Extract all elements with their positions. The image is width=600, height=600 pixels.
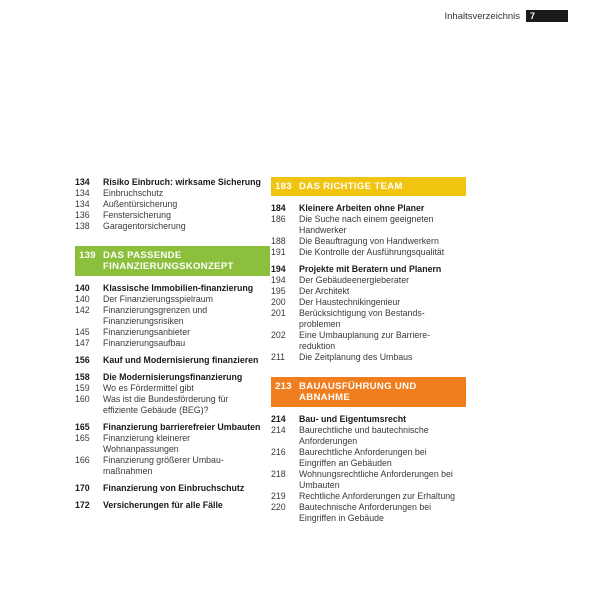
toc-entry-title: Der Gebäudeenergieberater: [299, 275, 410, 285]
toc-page-number: 188: [271, 236, 286, 246]
toc-entry-title: Was ist die Bundesförderung für effiziente Gebäude (BEG)?: [103, 394, 229, 415]
toc-entry-title: Der Finanzierungsspielraum: [103, 294, 214, 304]
toc-entry-title: Die Suche nach einem geeigneten Handwerker: [299, 214, 434, 235]
toc-entry[interactable]: [271, 203, 466, 214]
toc-entry[interactable]: [75, 355, 270, 366]
toc-entry-title: Bautechnische Anforderungen bei Eingriffen in Gebäude: [299, 502, 432, 523]
toc-page-number: 194: [271, 264, 286, 274]
toc-entry-title: Rechtliche Anforderungen zur Erhaltung: [299, 491, 455, 501]
toc-page-number: 159: [75, 383, 90, 393]
toc-entry[interactable]: [75, 188, 270, 199]
toc-entry[interactable]: [75, 372, 270, 383]
toc-page-number: 134: [75, 177, 90, 187]
toc-page-number: 170: [75, 483, 90, 493]
toc-page-number: 219: [271, 491, 286, 501]
chapter-number: 183: [275, 181, 292, 192]
toc-entry[interactable]: [271, 491, 466, 502]
toc-entry[interactable]: [271, 330, 466, 352]
toc-group-bauausfuehrung: [271, 414, 466, 524]
toc-entry[interactable]: [75, 327, 270, 338]
toc-entry-title: Garagentorsicherung: [103, 221, 186, 231]
toc-entry-title: Wohnungsrechtliche Anforderungen bei Umbauten: [299, 469, 453, 490]
toc-page-number: 172: [75, 500, 90, 510]
toc-page-number: 220: [271, 502, 286, 512]
toc-entry-title: Bau- und Eigentumsrecht: [299, 414, 407, 424]
toc-entry-title: Finanzierung kleinerer Wohnanpassungen: [103, 433, 191, 454]
toc-entry[interactable]: [75, 422, 270, 433]
toc-entry[interactable]: [75, 483, 270, 494]
toc-page-number: 214: [271, 425, 286, 435]
toc-page-number: 134: [75, 188, 90, 198]
toc-entry[interactable]: [75, 338, 270, 349]
toc-entry-title: Der Haustechnikingenieur: [299, 297, 401, 307]
toc-entry[interactable]: [271, 297, 466, 308]
toc-entry[interactable]: [75, 305, 270, 327]
toc-entry-title: Klassische Immobilien-finanzierung: [103, 283, 254, 293]
toc-entry[interactable]: [271, 236, 466, 247]
chapter-title: DAS RICHTIGE TEAM: [299, 181, 403, 192]
toc-entry-title: Die Kontrolle der Ausführungsqualität: [299, 247, 445, 257]
toc-entry-title: Kauf und Modernisierung finanzieren: [103, 355, 259, 365]
toc-entry[interactable]: [75, 177, 270, 188]
chapter-title: BAUAUSFÜHRUNG UND ABNAHME: [299, 381, 417, 403]
toc-entry-title: Berücksichtigung von Bestands-problemen: [299, 308, 425, 329]
toc-group-finanzierung: [75, 283, 270, 511]
toc-page-number: 202: [271, 330, 286, 340]
toc-page-number: 136: [75, 210, 90, 220]
toc-page-number: 214: [271, 414, 286, 424]
toc-page-number: 216: [271, 447, 286, 457]
toc-left-column: [75, 177, 270, 511]
toc-entry[interactable]: [271, 214, 466, 236]
running-header: [444, 10, 568, 22]
toc-entry[interactable]: [271, 264, 466, 275]
toc-entry[interactable]: [271, 352, 466, 363]
toc-page-number: 145: [75, 327, 90, 337]
toc-entry[interactable]: [271, 308, 466, 330]
toc-group-team: [271, 203, 466, 363]
toc-entry-title: Die Beauftragung von Handwerkern: [299, 236, 439, 246]
toc-page-number: 134: [75, 199, 90, 209]
chapter-title: DAS PASSENDE FINANZIERUNGSKONZEPT: [103, 250, 234, 272]
toc-page-number: 158: [75, 372, 90, 382]
toc-entry[interactable]: [75, 199, 270, 210]
toc-page-number: 165: [75, 422, 90, 432]
chapter-banner-finanzierung[interactable]: [75, 246, 270, 276]
toc-page-number: 186: [271, 214, 286, 224]
toc-entry[interactable]: [271, 425, 466, 447]
toc-page-number: 166: [75, 455, 90, 465]
toc-entry-title: Baurechtliche und bautechnische Anforderungen: [299, 425, 429, 446]
toc-page-number: 195: [271, 286, 286, 296]
toc-group-einbruch: [75, 177, 270, 232]
toc-entry[interactable]: [75, 383, 270, 394]
toc-entry-title: Einbruchschutz: [103, 188, 164, 198]
toc-entry-title: Die Zeitplanung des Umbaus: [299, 352, 413, 362]
toc-entry[interactable]: [271, 502, 466, 524]
toc-entry-title: Fenstersicherung: [103, 210, 171, 220]
toc-entry-title: Finanzierungsanbieter: [103, 327, 191, 337]
toc-entry-title: Projekte mit Beratern und Planern: [299, 264, 442, 274]
toc-entry-title: Die Modernisierungsfinanzierung: [103, 372, 243, 382]
chapter-banner-team[interactable]: [271, 177, 466, 196]
chapter-banner-bauausfuehrung[interactable]: [271, 377, 466, 407]
toc-page-number: 140: [75, 283, 90, 293]
toc-entry[interactable]: [75, 433, 270, 455]
toc-entry-title: Kleinere Arbeiten ohne Planer: [299, 203, 425, 213]
toc-entry-title: Finanzierungsaufbau: [103, 338, 186, 348]
section-title: Inhaltsverzeichnis: [444, 10, 520, 22]
chapter-number: 213: [275, 381, 292, 392]
toc-page-number: 184: [271, 203, 286, 213]
toc-page-number: 140: [75, 294, 90, 304]
toc-entry[interactable]: [75, 394, 270, 416]
toc-entry[interactable]: [75, 283, 270, 294]
toc-entry[interactable]: [75, 455, 270, 477]
toc-entry[interactable]: [75, 221, 270, 232]
toc-page-number: 138: [75, 221, 90, 231]
toc-right-column: [271, 177, 466, 524]
toc-entry-title: Versicherungen für alle Fälle: [103, 500, 223, 510]
toc-entry[interactable]: [271, 286, 466, 297]
toc-entry[interactable]: [271, 447, 466, 469]
toc-page-number: 165: [75, 433, 90, 443]
toc-page-number: 194: [271, 275, 286, 285]
toc-entry[interactable]: [271, 469, 466, 491]
toc-page-number: 201: [271, 308, 286, 318]
toc-entry[interactable]: [271, 414, 466, 425]
toc-entry-title: Der Architekt: [299, 286, 350, 296]
toc-entry-title: Finanzierung von Einbruchschutz: [103, 483, 245, 493]
toc-entry[interactable]: [75, 210, 270, 221]
toc-entry[interactable]: [75, 500, 270, 511]
toc-page-number: 142: [75, 305, 90, 315]
toc-entry-title: Finanzierung größerer Umbau-maßnahmen: [103, 455, 224, 476]
toc-entry-title: Außentürsicherung: [103, 199, 178, 209]
toc-entry-title: Wo es Fördermittel gibt: [103, 383, 194, 393]
toc-page-number: 191: [271, 247, 286, 257]
toc-entry[interactable]: [75, 294, 270, 305]
toc-entry-title: Finanzierung barrierefreier Umbauten: [103, 422, 261, 432]
toc-page-number: 200: [271, 297, 286, 307]
toc-page-number: 147: [75, 338, 90, 348]
toc-entry-title: Baurechtliche Anforderungen bei Eingriffen an Gebäuden: [299, 447, 427, 468]
toc-entry-title: Finanzierungsgrenzen und Finanzierungsrisiken: [103, 305, 208, 326]
page-number: 7: [526, 10, 568, 22]
chapter-number: 139: [79, 250, 96, 261]
toc-entry[interactable]: [271, 275, 466, 286]
toc-page-number: 156: [75, 355, 90, 365]
toc-entry-title: Eine Umbauplanung zur Barriere-reduktion: [299, 330, 431, 351]
toc-page-number: 160: [75, 394, 90, 404]
toc-entry[interactable]: [271, 247, 466, 258]
toc-page-number: 211: [271, 352, 286, 362]
toc-page-number: 218: [271, 469, 286, 479]
toc-entry-title: Risiko Einbruch: wirksame Sicherung: [103, 177, 261, 187]
